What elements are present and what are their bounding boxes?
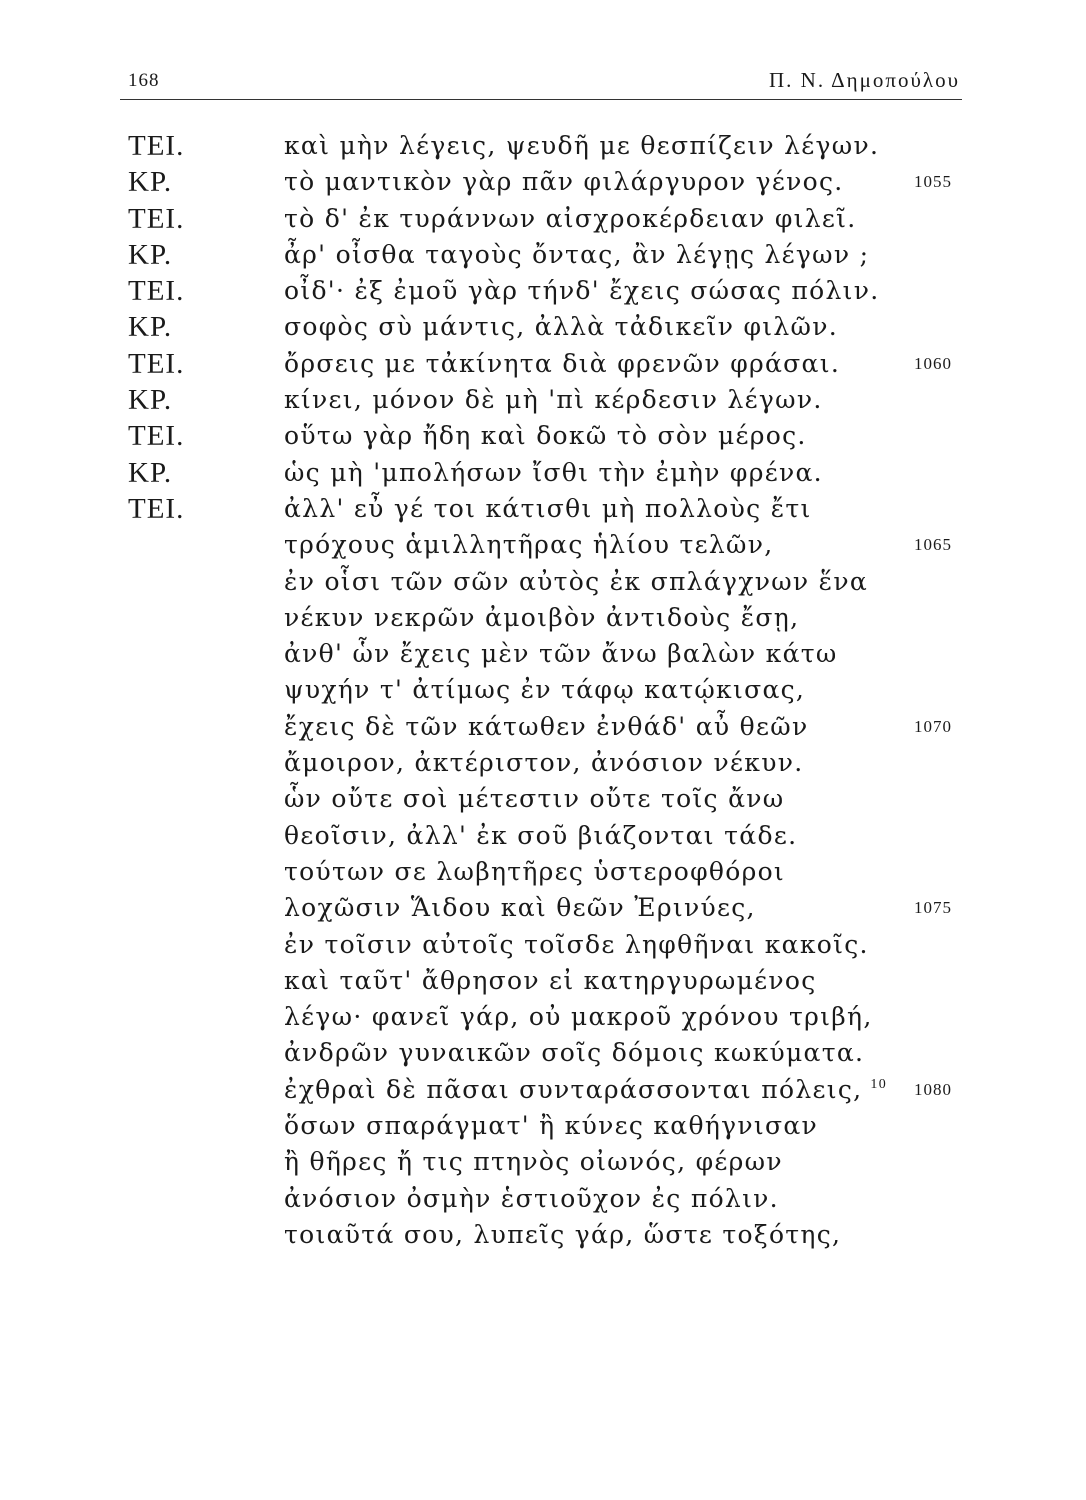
verse-text-line [284, 745, 803, 781]
verse-line [0, 963, 1086, 999]
verse-text-line [284, 201, 857, 237]
verse-words: θεοῖσιν, ἀλλ' ἐκ σοῦ βιάζονται τάδε. [284, 820, 798, 850]
speaker-label: ΤΕΙ. [128, 202, 185, 235]
verse-line [0, 927, 1086, 963]
verse-words: λέγω· φανεῖ γάρ, οὐ μακροῦ χρόνου τριβή, [284, 1002, 873, 1032]
verse-text-line [284, 890, 756, 926]
verse-words: τρόχους ἁμιλλητῆρας ἡλίου τελῶν, [284, 530, 774, 560]
verse-text-line [284, 927, 869, 963]
verse-line [0, 1144, 1086, 1180]
verse-words: οὕτω γὰρ ἤδη καὶ δοκῶ τὸ σὸν μέρος. [284, 421, 807, 451]
page-number: 168 [128, 70, 160, 91]
verse-words: τὸ μαντικὸν γὰρ πᾶν φιλάργυρον γένος. [284, 167, 844, 197]
verse-text-line [284, 709, 808, 745]
verse-line [0, 781, 1086, 817]
verse-text-line [284, 781, 784, 817]
verse-words: ὅσων σπαράγματ' ἢ κύνες καθήγνισαν [284, 1111, 818, 1141]
verse-line [0, 164, 1086, 200]
verse-words: ἆρ' οἶσθα ταγοὺς ὄντας, ἂν λέγῃς λέγων ; [284, 239, 870, 269]
verse-line [0, 854, 1086, 890]
verse-line [0, 999, 1086, 1035]
verse-line [0, 201, 1086, 237]
verse-text-line [284, 128, 879, 164]
speaker-label: ΚΡ. [128, 311, 173, 344]
verse-line [0, 1181, 1086, 1217]
verse-text-line [284, 418, 807, 454]
verse-text-line [284, 963, 817, 999]
verse-line [0, 709, 1086, 745]
verse-line [0, 636, 1086, 672]
verse-words: ἀνθ' ὧν ἔχεις μὲν τῶν ἄνω βαλὼν κάτω [284, 639, 838, 669]
verse-words: ὧν οὔτε σοὶ μέτεστιν οὔτε τοῖς ἄνω [284, 784, 785, 814]
verse-line [0, 309, 1086, 345]
speaker-label: ΤΕΙ. [128, 130, 185, 162]
verse-line [0, 273, 1086, 309]
verse-text-line [284, 1072, 888, 1113]
verse-words: ἀλλ' εὖ γέ τοι κάτισθι μὴ πολλοὺς ἔτι [284, 493, 812, 523]
verse-text-line [284, 164, 844, 200]
verse-text-line [284, 636, 838, 672]
verse-line [0, 128, 1086, 164]
verse-words: κίνει, μόνον δὲ μὴ 'πὶ κέρδεσιν λέγων. [284, 385, 823, 415]
verse-line [0, 672, 1086, 708]
speaker-label: ΚΡ. [128, 238, 173, 271]
verse-line [0, 600, 1086, 636]
speaker-label: ΚΡ. [128, 384, 173, 417]
verse-line [0, 346, 1086, 382]
verse-line [0, 527, 1086, 563]
line-number: 1065 [914, 535, 952, 555]
line-number: 1080 [914, 1079, 952, 1099]
verse-words: ἐν οἷσι τῶν σῶν αὐτὸς ἐκ σπλάγχνων ἕνα [284, 566, 869, 596]
line-number: 1060 [914, 353, 952, 373]
verse-text-line [284, 600, 799, 636]
verse-text-line [284, 1035, 864, 1071]
verse-words: σοφὸς σὺ μάντις, ἀλλὰ τἀδικεῖν φιλῶν. [284, 312, 838, 342]
verse-line [0, 745, 1086, 781]
running-head: Π. Ν. Δημοπούλου [769, 68, 960, 92]
verse-text-line [284, 1217, 841, 1253]
verse-line [0, 890, 1086, 926]
verse-text-line [284, 564, 868, 600]
speaker-label: ΚΡ. [128, 456, 173, 489]
verse-text [0, 128, 1086, 1253]
header-rule [120, 99, 962, 100]
verse-text-line [284, 1144, 783, 1180]
speaker-label: ΤΕΙ. [128, 492, 185, 525]
verse-text-line [284, 999, 873, 1035]
verse-words: ἄμοιρον, ἀκτέριστον, ἀνόσιον νέκυν. [284, 748, 804, 778]
verse-words: οἶδ'· ἐξ ἐμοῦ γὰρ τήνδ' ἔχεις σώσας πόλιν. [284, 276, 880, 306]
verse-text-line [284, 672, 805, 708]
verse-line [0, 455, 1086, 491]
verse-words: ἢ θῆρες ἤ τις πτηνὸς οἰωνός, φέρων [284, 1147, 783, 1177]
speaker-label: ΤΕΙ. [128, 347, 185, 380]
speaker-label: ΤΕΙ. [128, 420, 185, 453]
verse-words: λοχῶσιν Ἅιδου καὶ θεῶν Ἐρινύες, [284, 893, 756, 923]
verse-words: τούτων σε λωβητῆρες ὑστεροφθόροι [284, 856, 786, 886]
verse-words: ἀνόσιον ὀσμὴν ἑστιοῦχον ἐς πόλιν. [284, 1183, 779, 1213]
verse-text-line [284, 346, 840, 382]
verse-line [0, 382, 1086, 418]
verse-words: καὶ ταῦτ' ἄθρησον εἰ κατηργυρωμένος [284, 965, 817, 995]
verse-line [0, 564, 1086, 600]
verse-words: ὄρσεις με τἀκίνητα διὰ φρενῶν φράσαι. [284, 348, 841, 378]
speaker-label: ΤΕΙ. [128, 275, 185, 308]
verse-text-line [284, 237, 869, 273]
verse-line [0, 1108, 1086, 1144]
verse-words: ψυχήν τ' ἀτίμως ἐν τάφῳ κατῴκισας, [284, 675, 806, 705]
verse-words: νέκυν νεκρῶν ἀμοιβὸν ἀντιδοὺς ἔσῃ, [284, 602, 800, 632]
line-number: 1070 [914, 716, 952, 736]
verse-text-line [284, 455, 823, 491]
verse-line [0, 418, 1086, 454]
verse-text-line [284, 491, 812, 527]
speaker-label: ΚΡ. [128, 166, 173, 199]
page-header [120, 62, 960, 102]
verse-words: καὶ μὴν λέγεις, ψευδῆ με θεσπίζειν λέγων. [284, 131, 880, 160]
verse-line [0, 1217, 1086, 1253]
verse-line [0, 237, 1086, 273]
verse-words: τὸ δ' ἐκ τυράννων αἰσχροκέρδειαν φιλεῖ. [284, 203, 857, 233]
verse-text-line [284, 1181, 779, 1217]
verse-words: ἔχεις δὲ τῶν κάτωθεν ἐνθάδ' αὖ θεῶν [284, 711, 809, 741]
verse-line [0, 1072, 1086, 1108]
verse-text-line [284, 382, 823, 418]
verse-line [0, 491, 1086, 527]
verse-text-line [284, 309, 838, 345]
verse-text-line [284, 527, 773, 563]
verse-text-line [284, 273, 880, 309]
verse-words: ἐν τοῖσιν αὐτοῖς τοῖσδε ληφθῆναι κακοῖς. [284, 929, 869, 959]
verse-line [0, 818, 1086, 854]
verse-text-line [284, 1108, 818, 1144]
line-number: 1075 [914, 898, 952, 918]
verse-words: ὡς μὴ 'μπολήσων ἴσθι τὴν ἐμὴν φρένα. [284, 457, 823, 487]
verse-words: ἀνδρῶν γυναικῶν σοῖς δόμοις κωκύματα. [284, 1038, 865, 1068]
handwritten-margin-note: 10 [870, 1076, 888, 1092]
verse-words: τοιαῦτά σου, λυπεῖς γάρ, ὥστε τοξότης, [284, 1219, 842, 1249]
verse-line [0, 1035, 1086, 1071]
verse-text-line [284, 854, 785, 890]
line-number: 1055 [914, 172, 952, 192]
verse-words: ἐχθραὶ δὲ πᾶσαι συνταράσσονται πόλεις, [284, 1074, 863, 1104]
verse-text-line [284, 818, 797, 854]
